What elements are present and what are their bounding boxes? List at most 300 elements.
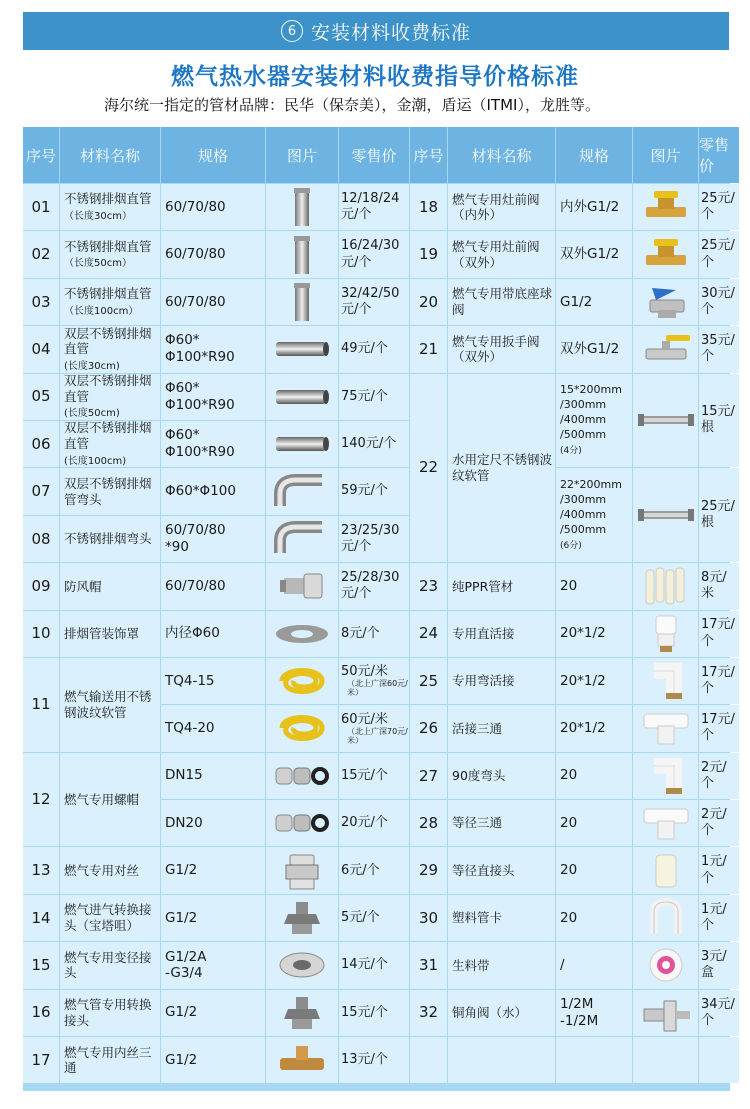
item-spec-text: Φ60* xyxy=(165,332,200,349)
cell-text xyxy=(165,910,197,927)
ppr-elbow-icon xyxy=(636,756,696,796)
cell-text xyxy=(560,383,622,457)
item-name-text: 燃气专用螺帽 xyxy=(64,791,140,807)
item-number xyxy=(23,231,59,277)
item-name-text: 燃气专用带底座球阀 xyxy=(452,286,553,317)
item-name-text: 双层不锈钢排烟直管 xyxy=(64,420,152,451)
item-spec-text: 60/70/80 xyxy=(165,522,226,539)
cell-text xyxy=(165,578,226,595)
item-price-text: 35元/个 xyxy=(701,333,735,365)
item-name-text: 铜角阀（水） xyxy=(452,1005,528,1021)
item-spec xyxy=(556,563,632,609)
item-spec xyxy=(161,1037,265,1083)
ppr-pipe-icon xyxy=(636,566,696,606)
item-number xyxy=(23,374,59,420)
item-price xyxy=(339,374,409,420)
empty-cell xyxy=(699,1037,739,1083)
column-header: 零售价 xyxy=(339,127,409,183)
cell-text xyxy=(165,1004,197,1021)
item-spec-text: 60/70/80 xyxy=(165,246,226,263)
cell-text xyxy=(452,239,540,270)
item-price-text: 20元/个 xyxy=(341,815,388,831)
gas-valve-icon xyxy=(636,235,696,275)
item-price xyxy=(699,753,739,799)
item-name xyxy=(60,563,160,609)
item-spec-text: 22*200mm xyxy=(560,478,622,492)
cell-text xyxy=(560,673,606,690)
item-price xyxy=(339,990,409,1036)
item-spec-text: 20 xyxy=(560,577,578,594)
cell-text xyxy=(341,664,409,698)
item-price xyxy=(699,990,739,1036)
item-image xyxy=(266,231,338,277)
item-image xyxy=(633,468,698,562)
cell-text xyxy=(64,863,139,879)
item-image xyxy=(266,895,338,941)
item-number-text: 06 xyxy=(31,434,51,453)
column-header: 图片 xyxy=(633,127,698,183)
item-spec xyxy=(556,990,632,1036)
item-spec-text: 20*1/2 xyxy=(560,672,606,689)
ptfe-tape-icon xyxy=(636,945,696,985)
cell-text xyxy=(560,199,619,216)
item-price-text: 5元/个 xyxy=(341,909,380,925)
item-spec xyxy=(161,753,265,799)
steel-pipe-icon xyxy=(272,235,332,275)
cell-text xyxy=(64,689,160,720)
item-spec xyxy=(161,516,265,562)
cell-text xyxy=(560,720,606,737)
item-spec xyxy=(556,800,632,846)
item-number-text: 07 xyxy=(31,482,51,501)
item-name xyxy=(60,468,160,514)
item-spec-text: 20 xyxy=(560,767,578,784)
cell-text xyxy=(560,815,577,832)
item-name xyxy=(60,1037,160,1083)
item-spec-text: G1/2 xyxy=(165,1051,198,1068)
item-number-text: 32 xyxy=(418,1003,439,1022)
cell-text xyxy=(452,768,505,784)
cell-text xyxy=(64,286,152,318)
cover-ring-icon xyxy=(272,614,332,654)
item-name-text: 双层不锈钢排烟直管 xyxy=(64,373,152,404)
item-name xyxy=(448,847,555,893)
item-spec xyxy=(161,895,265,941)
cell-text xyxy=(452,1005,527,1021)
item-name-text: 燃气专用灶前阀 xyxy=(452,191,540,207)
item-name xyxy=(60,231,160,277)
item-name-text: 纯PPR管材 xyxy=(452,578,514,594)
item-price-text: 15元/根 xyxy=(701,404,735,436)
item-name-text: 不锈钢排烟直管 xyxy=(64,238,152,254)
item-name-text: 燃气专用灶前阀 xyxy=(452,238,540,254)
cell-text xyxy=(64,239,152,271)
ppr-tee-icon xyxy=(636,803,696,843)
item-name-text: 等径直接头 xyxy=(452,862,515,878)
item-spec xyxy=(556,326,632,372)
cell-text xyxy=(452,286,555,317)
item-image xyxy=(266,279,338,325)
item-price xyxy=(699,847,739,893)
item-number xyxy=(23,942,59,988)
item-spec xyxy=(556,847,632,893)
item-number xyxy=(23,611,59,657)
item-spec-text: 20 xyxy=(560,909,578,926)
item-number-text: 11 xyxy=(31,695,51,714)
item-name-note: （长度30cm） xyxy=(64,210,132,222)
item-spec-text: 1/2M xyxy=(560,995,594,1012)
column-header: 序号 xyxy=(23,127,59,183)
item-name xyxy=(60,847,160,893)
item-name xyxy=(448,326,555,372)
cell-text xyxy=(165,1052,197,1069)
column-header: 零售价 xyxy=(699,127,739,183)
item-price-text: 30元/个 xyxy=(701,285,735,317)
item-name-text: 专用弯活接 xyxy=(452,673,515,689)
item-name xyxy=(60,611,160,657)
item-spec-text: (6分) xyxy=(560,540,582,551)
item-spec xyxy=(161,374,265,420)
cell-text xyxy=(452,626,515,642)
ppr-tee-icon xyxy=(636,708,696,748)
item-number-text: 31 xyxy=(418,956,439,975)
item-price xyxy=(699,800,739,846)
empty-cell xyxy=(410,1037,447,1083)
item-spec-text: 内外G1/2 xyxy=(560,198,620,215)
cell-text xyxy=(452,452,555,483)
item-price-text: 25元/根 xyxy=(701,498,735,531)
cell-text xyxy=(64,792,139,808)
item-price xyxy=(699,374,739,468)
item-image xyxy=(266,516,338,562)
cell-text xyxy=(341,768,388,784)
item-name xyxy=(60,279,160,325)
cell-text xyxy=(64,421,160,467)
item-number xyxy=(23,563,59,609)
item-name-text: 燃气专用扳手阀 xyxy=(452,333,540,349)
item-spec xyxy=(161,563,265,609)
item-number xyxy=(410,326,447,372)
item-number-text: 09 xyxy=(31,576,51,595)
item-number-text: 27 xyxy=(418,766,439,785)
item-image xyxy=(266,990,338,1036)
item-price xyxy=(339,800,409,846)
item-name xyxy=(60,421,160,467)
item-price-text: 17元/个 xyxy=(701,617,735,649)
item-number xyxy=(410,658,447,704)
item-spec-text: G1/2A xyxy=(165,948,207,965)
brass-adapter-icon xyxy=(272,898,332,938)
item-name xyxy=(60,326,160,372)
cell-text xyxy=(165,294,226,311)
item-name-text: 排烟管装饰罩 xyxy=(64,625,140,641)
item-number-text: 15 xyxy=(31,956,51,975)
cell-text xyxy=(64,579,102,595)
item-number xyxy=(410,279,447,325)
double-pipe-icon xyxy=(272,377,332,417)
item-spec-text: /500mm xyxy=(560,427,607,441)
item-price-text: 2元/个 xyxy=(701,807,727,839)
item-spec-text: -G3/4 xyxy=(165,965,203,982)
item-name-text: 不锈钢排烟直管 xyxy=(64,285,152,301)
item-image xyxy=(266,326,338,372)
cell-text xyxy=(452,192,540,223)
item-number-text: 19 xyxy=(418,245,439,264)
item-price-text: 23/25/30元/个 xyxy=(341,522,400,554)
cell-text xyxy=(64,997,160,1028)
cell-text xyxy=(165,522,226,556)
item-image xyxy=(633,658,698,704)
item-spec xyxy=(161,800,265,846)
item-spec-text: G1/2 xyxy=(560,293,593,310)
item-number-text: 12 xyxy=(31,790,51,809)
item-name xyxy=(60,374,160,420)
item-number-text: 14 xyxy=(31,908,51,927)
item-image xyxy=(266,563,338,609)
braided-hose-icon xyxy=(636,400,696,440)
item-name-text: 燃气输送用不锈钢波纹软管 xyxy=(64,689,152,720)
item-spec xyxy=(556,942,632,988)
item-price-text: 12/18/24元/个 xyxy=(341,190,400,223)
cell-text xyxy=(64,374,160,420)
item-price xyxy=(699,895,739,941)
item-spec-text: /500mm xyxy=(560,522,607,536)
item-price-text: 17元/个 xyxy=(701,664,735,697)
item-name-text: 燃气专用变径接头 xyxy=(64,949,152,981)
item-price xyxy=(339,1037,409,1083)
item-spec xyxy=(556,468,632,562)
item-image xyxy=(633,184,698,230)
item-number-text: 17 xyxy=(31,1050,51,1069)
item-number xyxy=(23,468,59,514)
item-price-text: 2元/个 xyxy=(701,759,727,791)
section-number-badge: 6 xyxy=(281,20,303,42)
item-image xyxy=(266,800,338,846)
item-name-note: （长度100cm） xyxy=(64,305,139,317)
cell-text xyxy=(165,625,220,642)
item-spec-text: Φ100*R90 xyxy=(165,349,235,366)
item-spec-text: 20 xyxy=(560,814,578,831)
item-spec-text: /400mm xyxy=(560,413,607,427)
brand-note: 海尔统一指定的管材品牌：民华（保奈美），金潮，盾运（ITMI），龙胜等。 xyxy=(104,96,600,114)
item-number-text: 03 xyxy=(31,292,51,311)
item-price-text: 16/24/30元/个 xyxy=(341,238,400,270)
item-number-text: 26 xyxy=(418,719,439,738)
item-name xyxy=(448,800,555,846)
cell-text xyxy=(64,950,160,981)
item-price-text: 25元/个 xyxy=(701,190,735,223)
fitting-icon xyxy=(272,851,332,891)
item-number xyxy=(23,516,59,562)
item-image xyxy=(633,847,698,893)
steel-pipe-icon xyxy=(272,187,332,227)
item-price-text: 8元/个 xyxy=(341,625,380,641)
cell-text xyxy=(165,483,236,500)
hose-coil-icon xyxy=(272,661,332,701)
item-price xyxy=(699,468,739,562)
section-title: 安装材料收费标准 xyxy=(310,21,471,44)
item-spec-text: 双外G1/2 xyxy=(560,246,620,263)
item-name-text: 生料带 xyxy=(452,957,490,973)
cell-text xyxy=(64,476,160,507)
item-number xyxy=(23,847,59,893)
item-price xyxy=(699,184,739,230)
page-title: 燃气热水器安装材料收费指导价格标准 xyxy=(171,64,579,90)
item-number xyxy=(23,421,59,467)
item-image xyxy=(633,611,698,657)
item-image xyxy=(633,326,698,372)
empty-cell xyxy=(448,1037,555,1083)
item-image xyxy=(633,231,698,277)
item-number-text: 30 xyxy=(418,908,439,927)
item-number-text: 01 xyxy=(31,197,51,216)
item-number-text: 05 xyxy=(31,387,51,406)
item-price xyxy=(339,942,409,988)
item-spec-text: /400mm xyxy=(560,507,607,521)
cell-text xyxy=(452,958,490,974)
item-name xyxy=(60,942,160,988)
cell-text xyxy=(165,246,226,263)
item-name-text: 燃气管专用转换接头 xyxy=(64,997,152,1028)
item-spec xyxy=(161,184,265,230)
item-spec xyxy=(161,990,265,1036)
ppr-elbow-icon xyxy=(636,661,696,701)
cell-text xyxy=(452,863,515,879)
item-name-note: (长度50cm) xyxy=(64,408,120,420)
item-price-note: （北上广深60元/米） xyxy=(347,679,408,698)
item-number-text: 10 xyxy=(31,624,51,643)
item-name xyxy=(448,658,555,704)
item-image xyxy=(633,753,698,799)
item-name-text: 塑料管卡 xyxy=(452,910,503,926)
item-price xyxy=(339,326,409,372)
item-number xyxy=(410,374,447,563)
cell-text xyxy=(341,712,409,746)
item-name-text: 双层不锈钢排烟直管 xyxy=(64,326,152,357)
double-pipe-icon xyxy=(272,424,332,464)
item-spec xyxy=(161,847,265,893)
item-spec-text: / xyxy=(560,957,565,973)
item-spec-text: /300mm xyxy=(560,492,607,506)
item-spec xyxy=(556,705,632,751)
item-image xyxy=(633,990,698,1036)
item-image xyxy=(266,611,338,657)
item-spec xyxy=(556,374,632,468)
item-name xyxy=(448,895,555,941)
item-name-text: 双层不锈钢排烟管弯头 xyxy=(64,475,152,507)
item-price-text: 15元/个 xyxy=(341,1004,388,1020)
item-price xyxy=(699,326,739,372)
item-spec xyxy=(161,658,265,704)
cell-text xyxy=(165,380,235,414)
item-price xyxy=(339,468,409,514)
item-name xyxy=(448,231,555,277)
gas-valve-icon xyxy=(636,187,696,227)
cell-text xyxy=(560,294,592,311)
item-image xyxy=(633,895,698,941)
item-price xyxy=(699,563,739,609)
item-image xyxy=(266,468,338,514)
item-number xyxy=(410,847,447,893)
item-name-text: 不锈钢排烟直管 xyxy=(64,191,152,207)
item-spec-text: Φ100*R90 xyxy=(165,444,235,461)
price-table xyxy=(23,127,735,1091)
cell-text xyxy=(165,199,226,216)
item-name-text: 专用直活接 xyxy=(452,625,515,641)
item-spec-text: 60/70/80 xyxy=(165,577,226,594)
item-price-text: 25/28/30元/个 xyxy=(341,570,400,602)
ball-valve-icon xyxy=(636,282,696,322)
item-spec-text: 20*1/2 xyxy=(560,625,606,642)
item-name-note: (长度100cm) xyxy=(64,455,127,467)
cell-text xyxy=(64,191,152,223)
item-price-text: 17元/个 xyxy=(701,712,735,744)
cell-text xyxy=(560,996,598,1030)
item-spec-text: /300mm xyxy=(560,398,607,412)
cell-text xyxy=(452,721,502,737)
item-price xyxy=(699,942,739,988)
item-number xyxy=(410,942,447,988)
item-name xyxy=(60,184,160,230)
steel-pipe-icon xyxy=(272,282,332,322)
item-name xyxy=(448,374,555,563)
item-price xyxy=(339,563,409,609)
item-name-text: 90度弯头 xyxy=(452,768,506,784)
item-name xyxy=(60,658,160,752)
item-number xyxy=(23,279,59,325)
item-name xyxy=(60,895,160,941)
item-price-text: 6元/个 xyxy=(341,862,380,878)
item-name-text: 活接三通 xyxy=(452,720,503,736)
item-number-text: 08 xyxy=(31,529,51,548)
item-name xyxy=(60,990,160,1036)
item-price xyxy=(339,753,409,799)
item-spec xyxy=(161,468,265,514)
item-image xyxy=(633,563,698,609)
item-name-text: 水用定尺不锈钢波纹软管 xyxy=(452,452,553,483)
cell-text xyxy=(165,949,206,983)
cell-text xyxy=(165,427,235,461)
item-name-text: 燃气进气转换接头（宝塔咀） xyxy=(64,902,152,934)
column-header: 图片 xyxy=(266,127,338,183)
item-spec xyxy=(161,611,265,657)
item-price-text: 32/42/50元/个 xyxy=(341,285,400,317)
item-price xyxy=(699,231,739,277)
item-price-note: （北上广深70元/米） xyxy=(347,726,408,745)
item-spec-text: 60/70/80 xyxy=(165,293,226,310)
cell-text xyxy=(341,815,388,831)
item-spec xyxy=(556,184,632,230)
item-number xyxy=(410,895,447,941)
item-price xyxy=(339,611,409,657)
elbow-pipe-icon xyxy=(272,472,332,512)
column-header: 规格 xyxy=(556,127,632,183)
item-spec xyxy=(161,279,265,325)
empty-cell xyxy=(633,1037,698,1083)
wind-cap-icon xyxy=(272,566,332,606)
item-number xyxy=(23,990,59,1036)
empty-cell xyxy=(556,1037,632,1083)
cell-text xyxy=(64,1045,160,1076)
item-number-text: 18 xyxy=(418,197,439,216)
item-image xyxy=(633,279,698,325)
item-number-text: 04 xyxy=(31,339,51,358)
item-number-text: 02 xyxy=(31,245,51,264)
cell-text xyxy=(64,626,139,642)
item-spec-text: 60/70/80 xyxy=(165,198,226,215)
double-pipe-icon xyxy=(272,329,332,369)
cell-text xyxy=(165,332,235,366)
